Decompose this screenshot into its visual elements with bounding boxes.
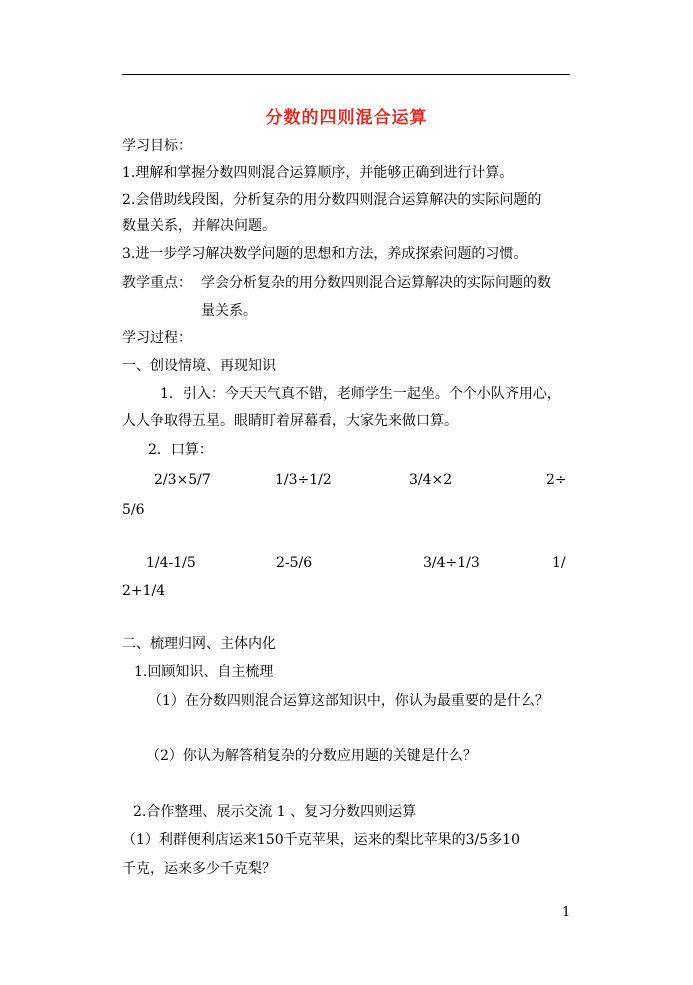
math-expression: 2÷ <box>546 472 567 488</box>
problem-text: （1）利群便利店运来150千克苹果，运来的梨比苹果的3/5多10 <box>122 832 520 848</box>
math-expression-wrap: 2+1/4 <box>122 583 166 599</box>
subsection-heading: 1.回顾知识、自主梳理 <box>134 664 274 680</box>
problem-text-continued: 千克，运来多少千克梨？ <box>122 861 276 877</box>
math-expression: 1/3÷1/2 <box>275 472 332 488</box>
math-expression: 3/4×2 <box>409 472 453 488</box>
key-point-text-continued: 量关系。 <box>201 303 257 319</box>
document-title: 分数的四则混合运算 <box>265 108 428 128</box>
header-rule <box>122 74 570 75</box>
intro-text-continued: 人人争取得五星。眼睛盯着屏幕看，大家先来做口算。 <box>122 413 458 429</box>
key-point-text: 学会分析复杂的用分数四则混合运算解决的实际问题的数 <box>201 275 551 291</box>
objectives-heading: 学习目标： <box>122 138 192 154</box>
section-heading: 一、创设情境、再现知识 <box>122 358 276 374</box>
question-text: （2）你认为解答稍复杂的分数应用题的关键是什么？ <box>146 748 477 764</box>
math-expression: 1/ <box>552 555 566 571</box>
math-expression: 2/3×5/7 <box>154 472 211 488</box>
math-expression: 3/4÷1/3 <box>423 555 480 571</box>
math-expression-wrap: 5/6 <box>122 502 145 518</box>
key-point-label: 教学重点： <box>122 275 192 291</box>
section-heading: 二、梳理归网、主体内化 <box>122 636 276 652</box>
objective-item: 1.理解和掌握分数四则混合运算顺序，并能够正确到进行计算。 <box>122 165 514 181</box>
objective-item: 3.进一步学习解决数学问题的思想和方法，养成探索问题的习惯。 <box>122 246 528 262</box>
question-text: （1）在分数四则混合运算这部知识中，你认为最重要的是什么？ <box>148 693 549 709</box>
math-expression: 1/4-1/5 <box>146 555 196 571</box>
page-number: 1 <box>562 905 571 920</box>
mental-math-heading: 2．口算： <box>148 442 213 458</box>
intro-text: 1．引入：今天天气真不错，老师学生一起坐。个个小队齐用心， <box>160 386 561 402</box>
subsection-heading: 2.合作整理、展示交流 1 、复习分数四则运算 <box>133 804 417 820</box>
process-heading: 学习过程： <box>122 330 192 346</box>
math-expression: 2-5/6 <box>276 555 313 571</box>
objective-item-continued: 数量关系，并解决问题。 <box>122 218 276 234</box>
objective-item: 2.会借助线段图，分析复杂的用分数四则混合运算解决的实际问题的 <box>122 192 542 208</box>
